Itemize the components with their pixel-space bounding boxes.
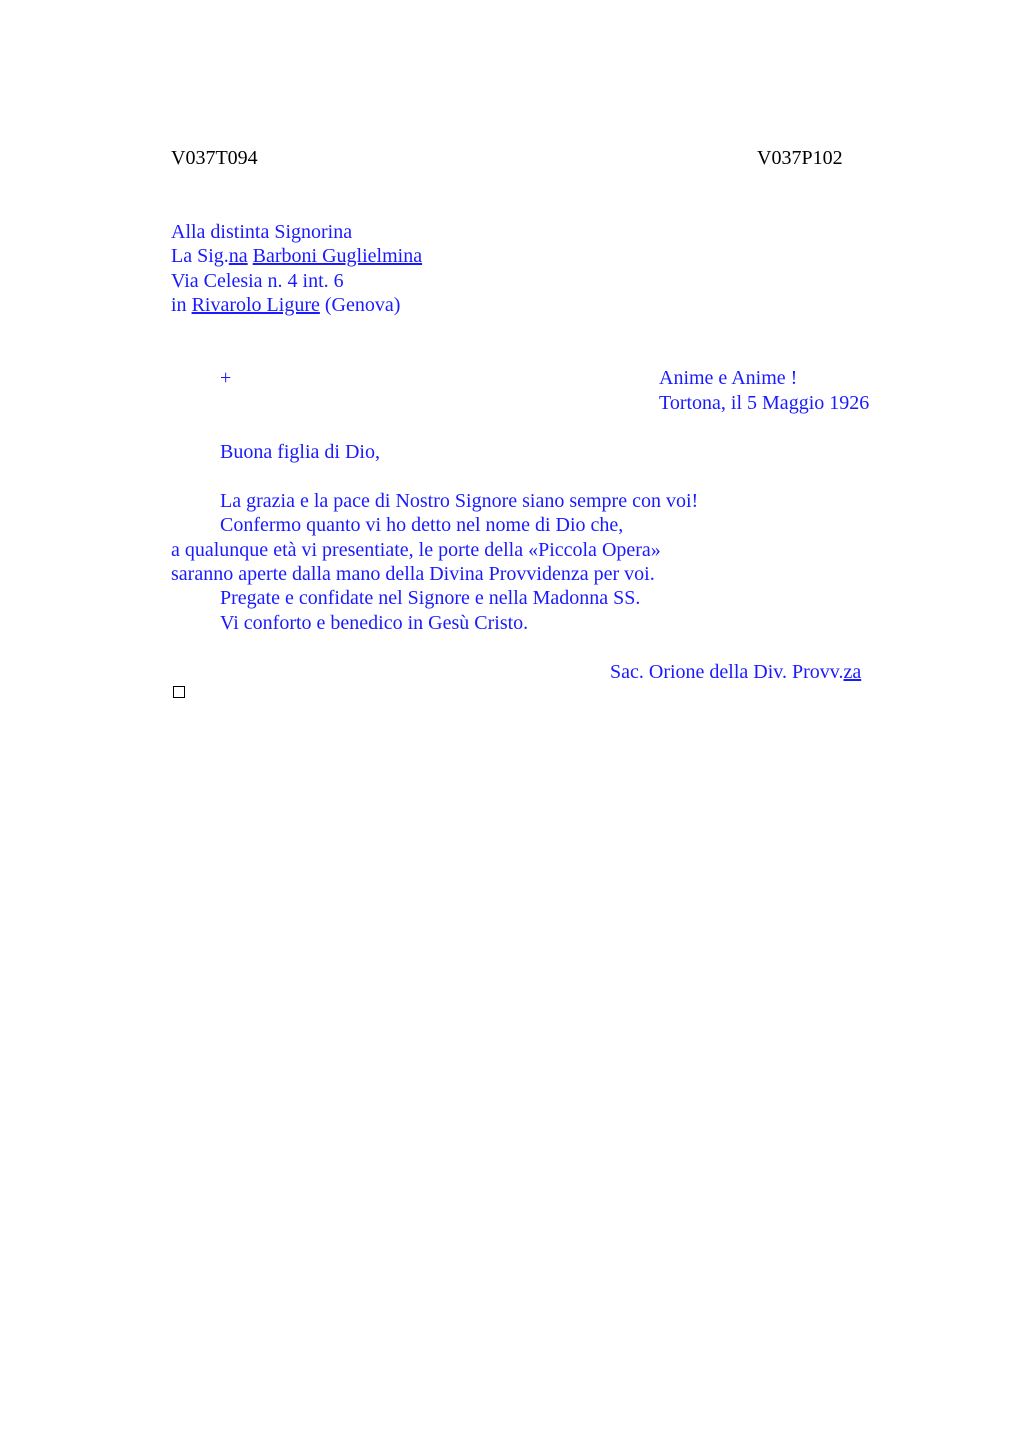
signature-abbr: za <box>843 661 862 683</box>
address-title: La Sig. <box>171 245 229 267</box>
body-line-5: Pregate e confidate nel Signore e nella Madonna SS. <box>220 587 641 609</box>
address-title-abbr: na <box>228 245 248 267</box>
signature-text: Sac. Orione della Div. Provv. <box>610 661 844 683</box>
body-line-4: saranno aperte dalla mano della Divina Provvidenza per voi. <box>171 563 655 585</box>
signature <box>610 660 861 685</box>
place-date: Tortona, il 5 Maggio 1926 <box>659 392 870 414</box>
body-line-3: a qualunque età vi presentiate, le porte della «Piccola Opera» <box>171 539 661 561</box>
square-mark <box>173 686 185 698</box>
body-line-2: Confermo quanto vi ho detto nel nome di Dio che, <box>220 514 624 536</box>
document-code-right: V037P102 <box>757 147 843 169</box>
address-line-1: Alla distinta Signorina <box>171 221 353 243</box>
body-line-6: Vi conforto e benedico in Gesù Cristo. <box>220 612 529 634</box>
address-in: in <box>171 294 192 316</box>
salutation: Buona figlia di Dio, <box>220 441 380 463</box>
cross-mark: + <box>220 367 232 389</box>
body-line-1: La grazia e la pace di Nostro Signore siano sempre con voi! <box>220 490 699 512</box>
address-line-4 <box>171 293 400 318</box>
document-code-left: V037T094 <box>171 147 258 169</box>
address-place: Rivarolo Ligure <box>191 294 320 316</box>
recipient-name: Barboni Guglielmina <box>252 245 423 267</box>
motto: Anime e Anime ! <box>659 367 798 389</box>
address-line-3: Via Celesia n. 4 int. 6 <box>171 270 344 292</box>
address-province: (Genova) <box>319 294 401 316</box>
address-line-2 <box>171 244 422 269</box>
